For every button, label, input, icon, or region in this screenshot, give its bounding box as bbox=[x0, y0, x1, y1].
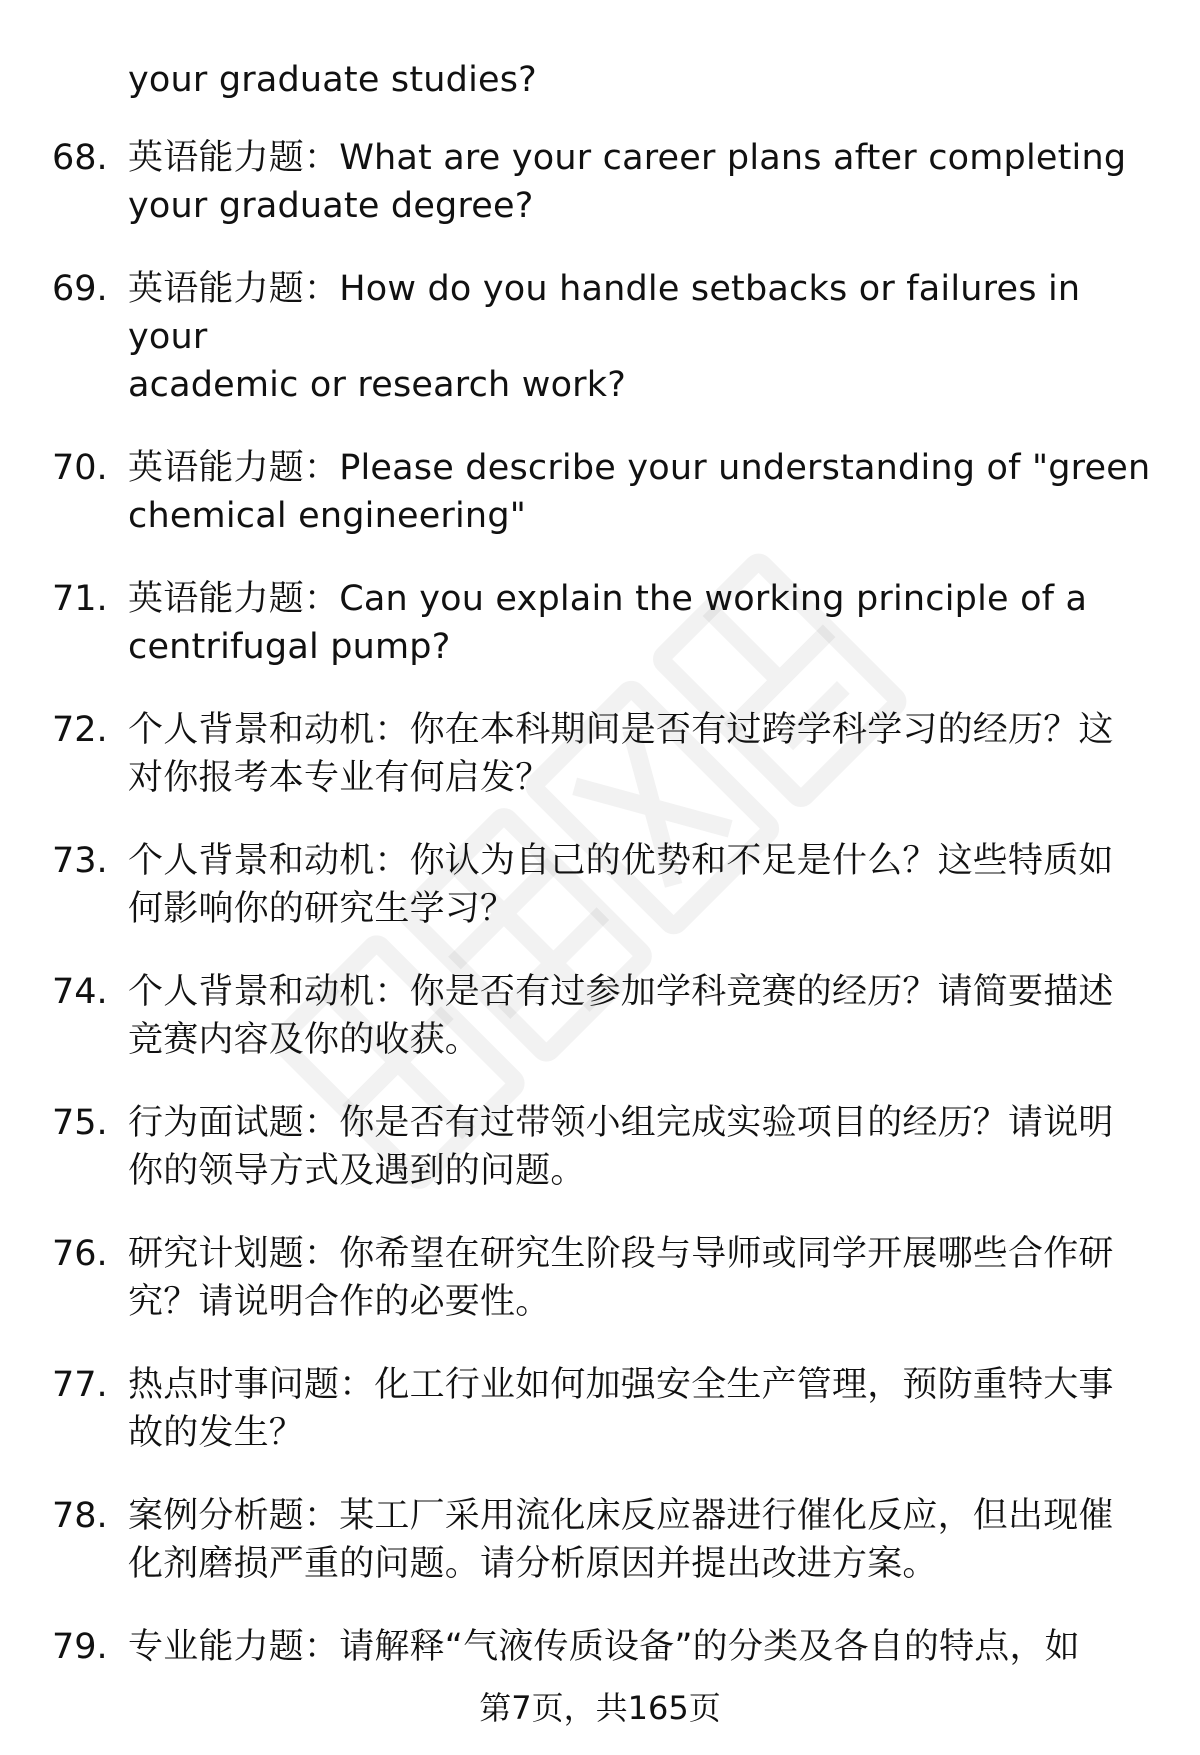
question-item bbox=[0, 1623, 1200, 1671]
question-line: 个人背景和动机：你认为自己的优势和不足是什么？这些特质如 bbox=[128, 841, 1114, 881]
question-item bbox=[0, 134, 1200, 230]
question-line: 案例分析题：某工厂采用流化床反应器进行催化反应，但出现催 bbox=[128, 1496, 1114, 1536]
question-text bbox=[128, 968, 1158, 1064]
question-text bbox=[128, 1361, 1158, 1457]
question-text bbox=[128, 1623, 1158, 1671]
question-line: academic or research work? bbox=[128, 365, 627, 405]
question-item bbox=[0, 444, 1200, 540]
question-line: 何影响你的研究生学习？ bbox=[128, 889, 516, 929]
question-line: 竞赛内容及你的收获。 bbox=[128, 1020, 481, 1060]
question-number: 70. bbox=[52, 448, 108, 488]
question-line: 个人背景和动机：你在本科期间是否有过跨学科学习的经历？这 bbox=[128, 710, 1114, 750]
question-number: 73. bbox=[52, 841, 108, 881]
question-item bbox=[0, 265, 1200, 409]
question-list bbox=[0, 134, 1200, 1706]
question-item bbox=[0, 575, 1200, 671]
question-text bbox=[128, 1492, 1158, 1588]
question-line: 故的发生？ bbox=[128, 1413, 305, 1453]
question-item bbox=[0, 1099, 1200, 1195]
page-footer: 第7页，共165页 bbox=[479, 1689, 721, 1727]
question-line: 究？请说明合作的必要性。 bbox=[128, 1282, 551, 1322]
question-line: your graduate degree? bbox=[128, 186, 534, 226]
question-line: centrifugal pump? bbox=[128, 627, 451, 667]
question-line: 英语能力题：Can you explain the working principle of a bbox=[128, 579, 1088, 619]
continuation-text: your graduate studies? bbox=[128, 60, 537, 100]
question-item bbox=[0, 1361, 1200, 1457]
question-text bbox=[128, 444, 1158, 540]
question-text bbox=[128, 265, 1158, 409]
question-number: 68. bbox=[52, 138, 108, 178]
question-number: 78. bbox=[52, 1496, 108, 1536]
question-line: 你的领导方式及遇到的问题。 bbox=[128, 1151, 586, 1191]
question-number: 75. bbox=[52, 1103, 108, 1143]
question-item bbox=[0, 706, 1200, 802]
question-line: 英语能力题：Please describe your understanding of "green bbox=[128, 448, 1151, 488]
question-line: 专业能力题：请解释“气液传质设备”的分类及各自的特点，如 bbox=[128, 1627, 1080, 1667]
question-number: 77. bbox=[52, 1365, 108, 1405]
question-text bbox=[128, 706, 1158, 802]
question-number: 76. bbox=[52, 1234, 108, 1274]
question-text bbox=[128, 1099, 1158, 1195]
question-text bbox=[128, 837, 1158, 933]
question-text bbox=[128, 1230, 1158, 1326]
question-line: 英语能力题：How do you handle setbacks or failures in your bbox=[128, 269, 1081, 357]
question-line: 化剂磨损严重的问题。请分析原因并提出改进方案。 bbox=[128, 1544, 938, 1584]
question-text bbox=[128, 134, 1158, 230]
question-line: 研究计划题：你希望在研究生阶段与导师或同学开展哪些合作研 bbox=[128, 1234, 1114, 1274]
question-item bbox=[0, 837, 1200, 933]
question-line: chemical engineering" bbox=[128, 496, 527, 536]
question-item bbox=[0, 1492, 1200, 1588]
question-line: 热点时事问题：化工行业如何加强安全生产管理，预防重特大事 bbox=[128, 1365, 1114, 1405]
question-number: 74. bbox=[52, 972, 108, 1012]
question-number: 71. bbox=[52, 579, 108, 619]
question-number: 72. bbox=[52, 710, 108, 750]
question-item bbox=[0, 968, 1200, 1064]
question-item bbox=[0, 1230, 1200, 1326]
question-line: 对你报考本专业有何启发？ bbox=[128, 758, 551, 798]
question-text bbox=[128, 575, 1158, 671]
question-line: 个人背景和动机：你是否有过参加学科竞赛的经历？请简要描述 bbox=[128, 972, 1114, 1012]
question-line: 行为面试题：你是否有过带领小组完成实验项目的经历？请说明 bbox=[128, 1103, 1114, 1143]
question-number: 79. bbox=[52, 1627, 108, 1667]
question-number: 69. bbox=[52, 269, 108, 309]
question-line: 英语能力题：What are your career plans after completing bbox=[128, 138, 1127, 178]
